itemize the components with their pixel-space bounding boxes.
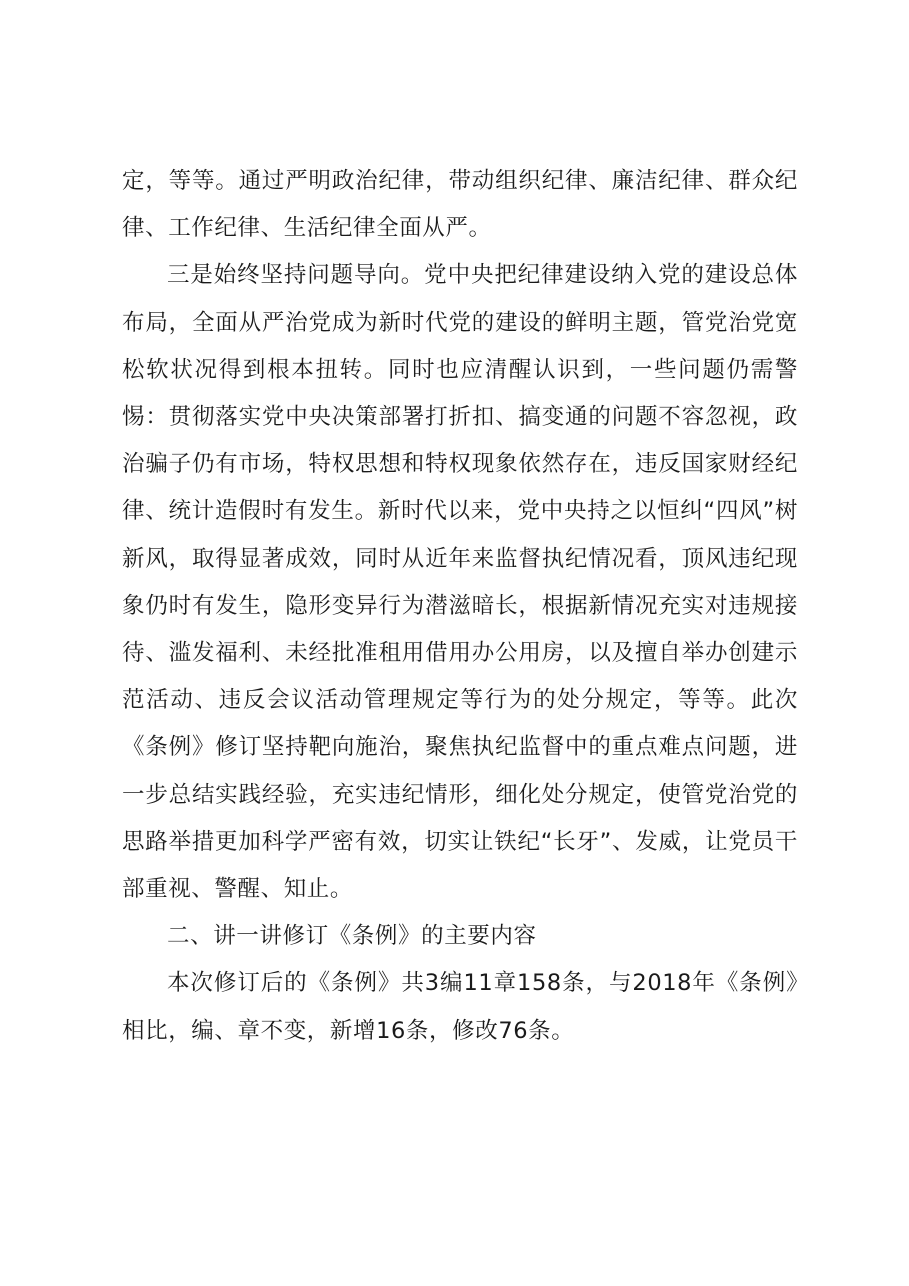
paragraph-problem-orientation: 三是始终坚持问题导向。党中央把纪律建设纳入党的建设总体布局，全面从严治党成为新时代党的建设的鲜明主题，管党治党宽松软状况得到根本扭转。同时也应清醒认识到，一些问题仍需警惕：贯彻落实党中央决策部署打折扣、搞变通的问题不容忽视，政治骗子仍有市场，特权思想和特权现象依然存在，违反国家财经纪律、统计造假时有发生。新时代以来，党中央持之以恒纠“四风”树新风，取得显著成效，同时从近年来监督执纪情况看，顶风违纪现象仍时有发生，隐形变异行为潜滋暗长，根据新情况充实对违规接待、滥发福利、未经批准租用借用办公用房，以及擅自举办创建示范活动、违反会议活动管理规定等行为的处分规定，等等。此次《条例》修订坚持靶向施治，聚焦执纪监督中的重点难点问题，进一步总结实践经验，充实违纪情形，细化处分规定，使管党治党的思路举措更加科学严密有效，切实让铁纪“长牙”、发威，让党员干部重视、警醒、知止。 <box>122 262 798 903</box>
paragraph-main-content: 本次修订后的《条例》共3编11章158条，与2018年《条例》相比，编、章不变，新增16条，修改76条。 <box>122 970 798 1044</box>
paragraph-continuation: 定，等等。通过严明政治纪律，带动组织纪律、廉洁纪律、群众纪律、工作纪律、生活纪律全面从严。 <box>122 168 798 242</box>
document-body <box>122 158 798 1055</box>
section-heading: 二、讲一讲修订《条例》的主要内容 <box>167 923 537 950</box>
